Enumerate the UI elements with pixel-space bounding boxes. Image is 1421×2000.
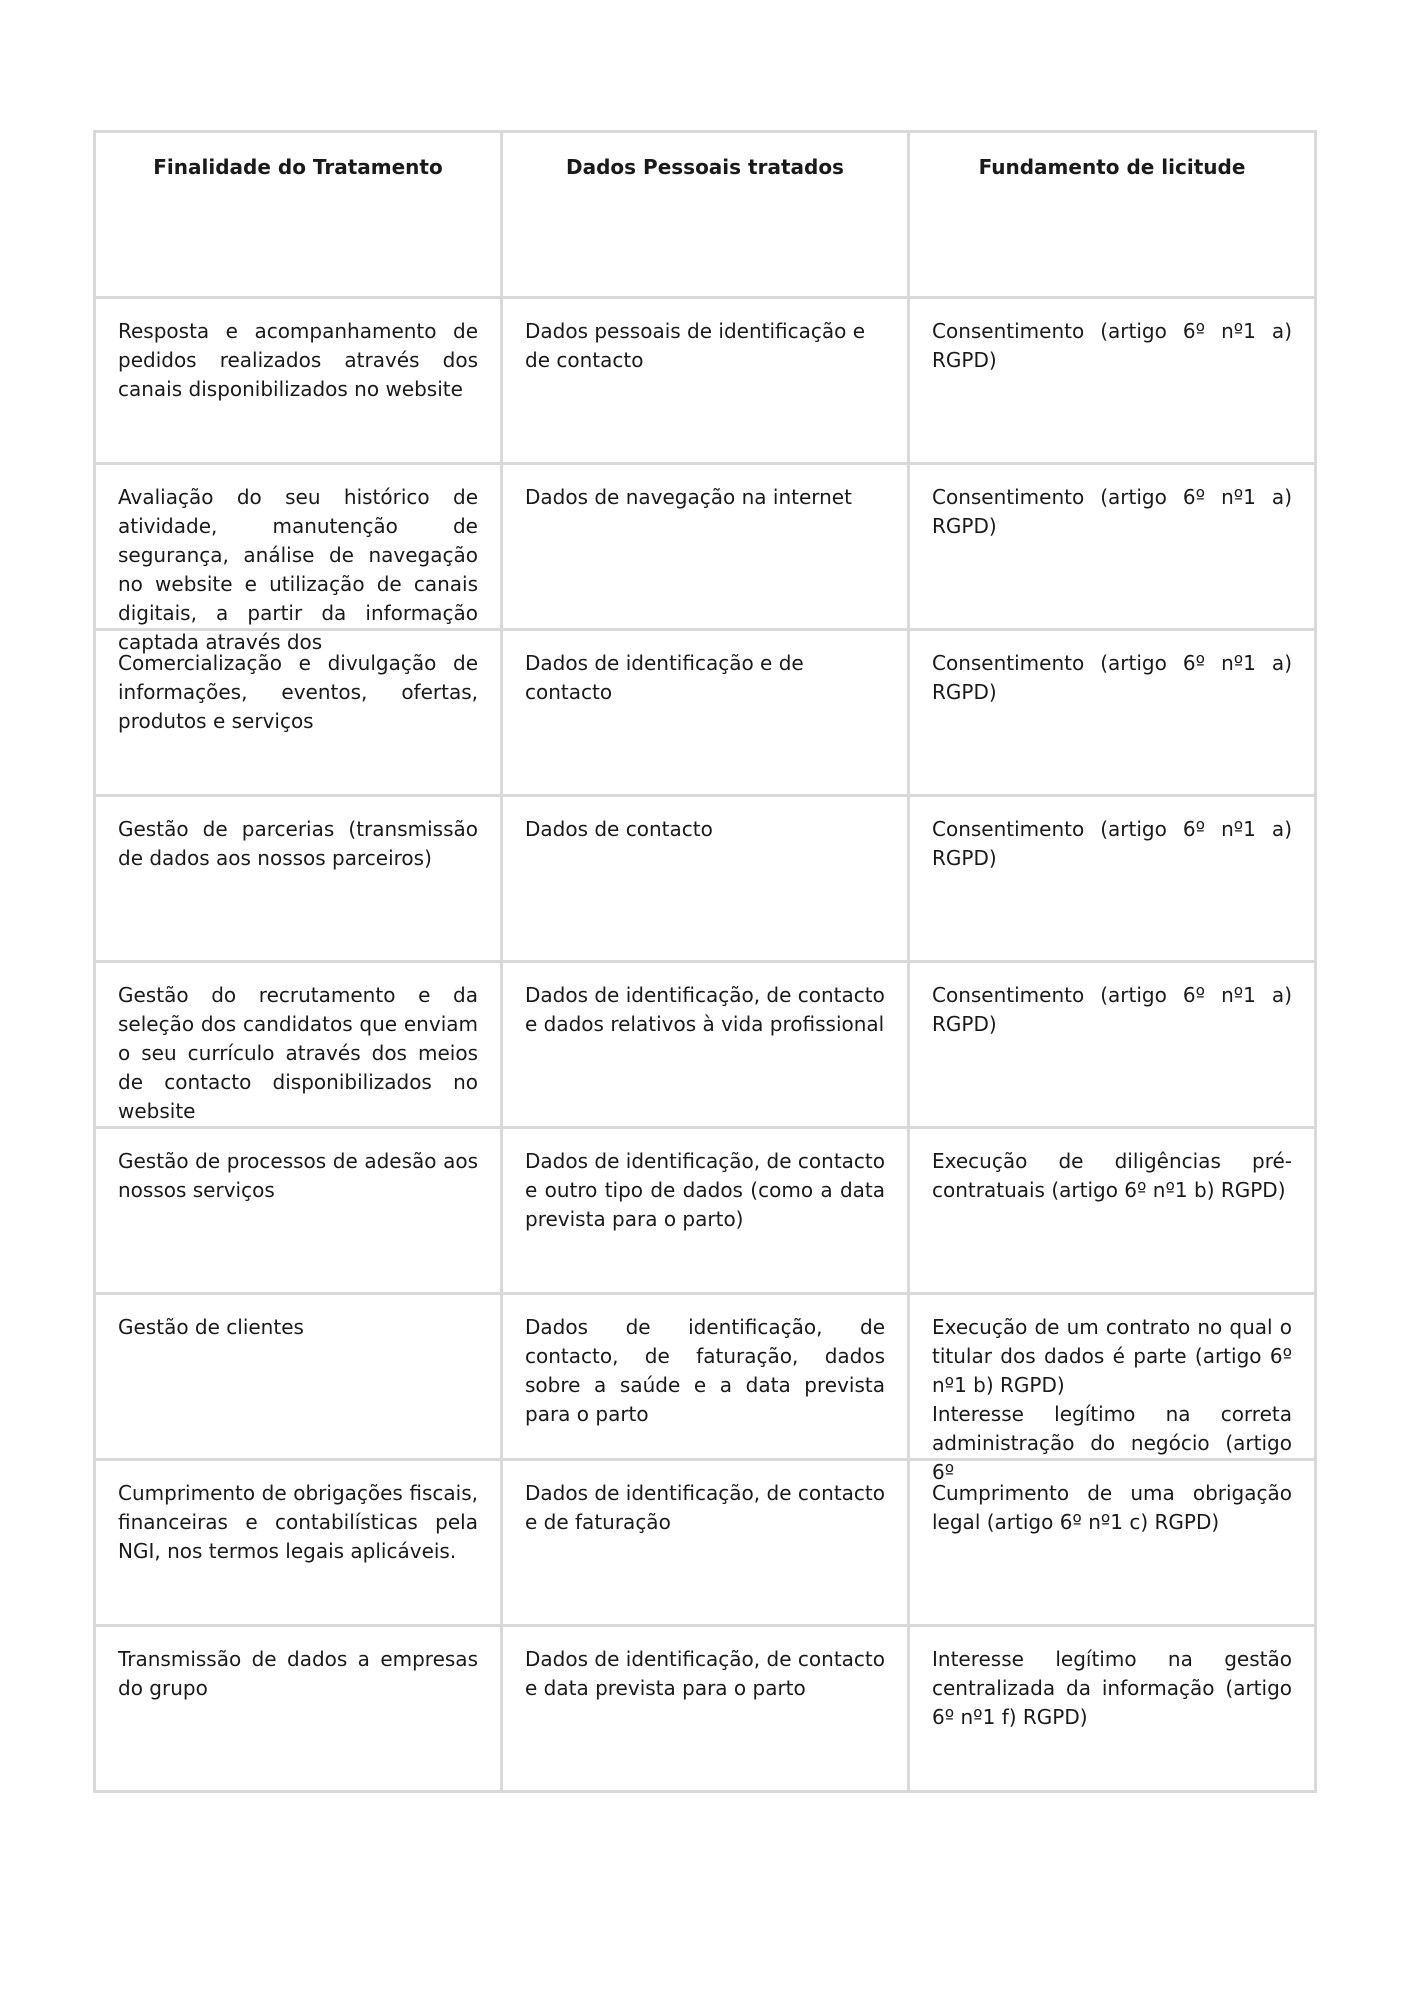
table-row xyxy=(95,1626,1316,1792)
header-purpose: Finalidade do Tratamento xyxy=(95,132,502,298)
purpose-text: Gestão de parcerias (transmissão de dados aos nossos parceiros) xyxy=(118,817,478,870)
basis-cell xyxy=(909,1294,1316,1484)
basis-text: Consentimento (artigo 6º nº1 a) RGPD) xyxy=(932,817,1292,870)
purpose-cell xyxy=(95,1460,502,1626)
purpose-cell xyxy=(95,1128,502,1294)
data-cell xyxy=(502,1626,909,1792)
data-cell xyxy=(502,796,909,962)
purpose-cell xyxy=(95,962,502,1128)
purpose-text: Transmissão de dados a empresas do grupo xyxy=(118,1647,478,1700)
purpose-text: Gestão de clientes xyxy=(118,1315,304,1339)
basis-cell xyxy=(909,464,1316,630)
data-cell xyxy=(502,1128,909,1294)
purpose-cell xyxy=(95,796,502,962)
purpose-cell xyxy=(95,298,502,464)
purpose-cell xyxy=(95,630,502,796)
basis-text: Consentimento (artigo 6º nº1 a) RGPD) xyxy=(932,983,1292,1036)
data-cell xyxy=(502,630,909,796)
basis-text: Interesse legítimo na gestão centralizada da informação (artigo 6º nº1 f) RGPD) xyxy=(932,1647,1292,1729)
data-cell xyxy=(502,1294,909,1460)
table-row xyxy=(95,464,1316,630)
basis-wrapper xyxy=(932,1313,1292,1484)
data-cell xyxy=(502,962,909,1128)
basis-cell xyxy=(909,1626,1316,1792)
table-row xyxy=(95,1294,1316,1460)
data-processing-table xyxy=(93,130,1317,1793)
data-text: Dados de identificação, de contacto e outro tipo de dados (como a data prevista para o parto) xyxy=(525,1149,885,1231)
table-row xyxy=(95,1128,1316,1294)
data-text: Dados de identificação, de contacto e de faturação xyxy=(525,1481,885,1534)
basis-text: Cumprimento de uma obrigação legal (artigo 6º nº1 c) RGPD) xyxy=(932,1481,1292,1534)
basis-extra-text: Interesse legítimo na correta administração do negócio (artigo 6º xyxy=(932,1402,1292,1484)
purpose-cell xyxy=(95,1294,502,1460)
data-cell xyxy=(502,1460,909,1626)
purpose-cell xyxy=(95,464,502,654)
purpose-text: Gestão do recrutamento e da seleção dos candidatos que enviam o seu currículo através dos meios de contacto disponibilizados no website xyxy=(118,983,478,1123)
data-text: Dados de identificação e de contacto xyxy=(525,651,804,704)
table-row xyxy=(95,796,1316,962)
header-personal-data: Dados Pessoais tratados xyxy=(502,132,909,298)
table-row xyxy=(95,1460,1316,1626)
data-text: Dados de identificação, de contacto e dados relativos à vida profissional xyxy=(525,983,885,1036)
purpose-text: Resposta e acompanhamento de pedidos realizados através dos canais disponibilizados no website xyxy=(118,319,478,401)
purpose-text: Gestão de processos de adesão aos nossos serviços xyxy=(118,1149,478,1202)
basis-cell xyxy=(909,630,1316,796)
basis-text: Execução de um contrato no qual o titular dos dados é parte (artigo 6º nº1 b) RGPD) xyxy=(932,1315,1292,1397)
data-cell xyxy=(502,464,909,630)
table-row xyxy=(95,630,1316,796)
data-text: Dados de identificação, de contacto e data prevista para o parto xyxy=(525,1647,885,1700)
data-text: Dados de identificação, de contacto, de faturação, dados sobre a saúde e a data prevista para o parto xyxy=(525,1315,885,1426)
data-cell xyxy=(502,298,909,464)
data-text: Dados pessoais de identificação e de contacto xyxy=(525,319,866,372)
data-text: Dados de contacto xyxy=(525,817,713,841)
basis-cell xyxy=(909,796,1316,962)
purpose-text: Comercialização e divulgação de informações, eventos, ofertas, produtos e serviços xyxy=(118,651,478,733)
basis-cell xyxy=(909,1128,1316,1294)
basis-text: Consentimento (artigo 6º nº1 a) RGPD) xyxy=(932,485,1292,538)
basis-text: Consentimento (artigo 6º nº1 a) RGPD) xyxy=(932,651,1292,704)
table-row xyxy=(95,962,1316,1128)
basis-cell xyxy=(909,962,1316,1128)
purpose-cell xyxy=(95,1626,502,1792)
purpose-text: Cumprimento de obrigações fiscais, financeiras e contabilísticas pela NGI, nos termos legais aplicáveis. xyxy=(118,1481,478,1563)
basis-cell xyxy=(909,1460,1316,1626)
basis-text: Consentimento (artigo 6º nº1 a) RGPD) xyxy=(932,319,1292,372)
basis-text: Execução de diligências pré-contratuais (artigo 6º nº1 b) RGPD) xyxy=(932,1149,1292,1202)
header-legal-basis: Fundamento de licitude xyxy=(909,132,1316,298)
table-row xyxy=(95,298,1316,464)
purpose-text: Avaliação do seu histórico de atividade, manutenção de segurança, análise de navegação no website e utilização de canais digitais, a partir da informação captada através dos xyxy=(118,485,478,654)
data-text: Dados de navegação na internet xyxy=(525,485,852,509)
basis-cell xyxy=(909,298,1316,464)
table-header-row xyxy=(95,132,1316,298)
